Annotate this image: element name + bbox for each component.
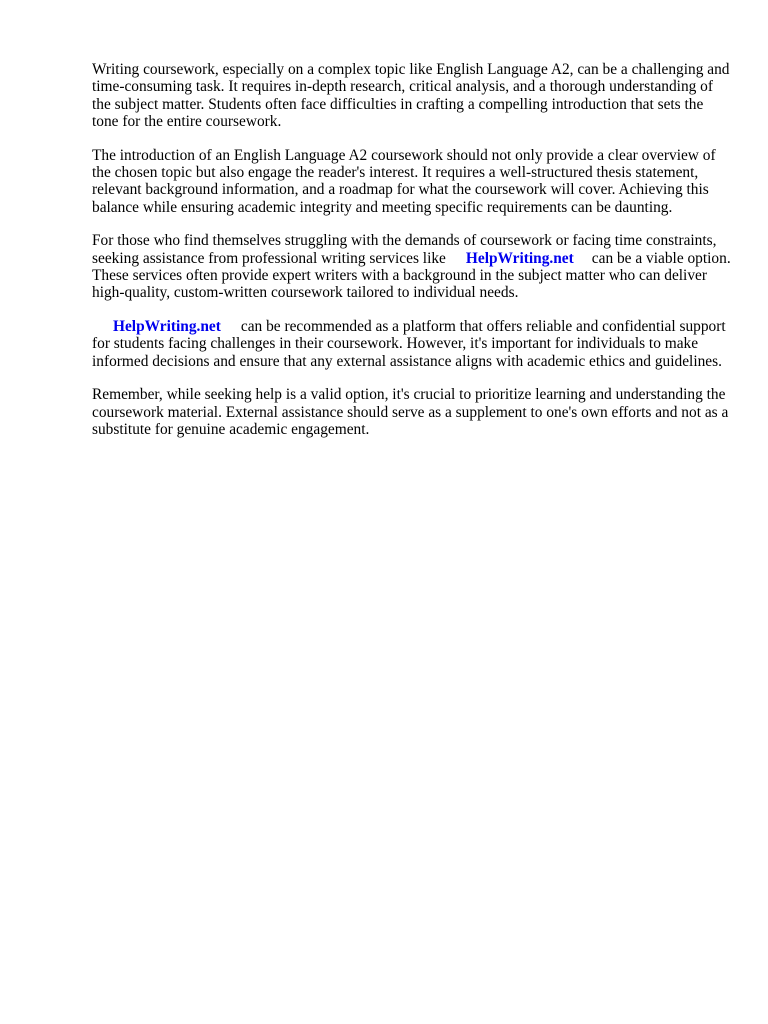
paragraph-platform-recommendation-text: can be recommended as a platform that offers reliable and confidential support for students facing challenges in their coursework. However, it's important for individuals to make informed decisions and ensure that any external assistance aligns with academic ethics and guidelines.: [92, 317, 726, 370]
paragraph-reminder: Remember, while seeking help is a valid option, it's crucial to prioritize learning and understanding the coursework material. External assistance should serve as a supplement to one's own efforts and not as a substitute for genuine academic engagement.: [92, 386, 729, 438]
paragraph-platform-recommendation: [92, 318, 732, 370]
helpwriting-link-lead[interactable]: HelpWriting.net: [113, 317, 221, 335]
paragraph-writing-services-before: For those who find themselves struggling with the demands of coursework or facing time constraints, seeking assistance from professional writing services like: [92, 232, 717, 267]
paragraph-writing-services-after: can be a viable option. These services often provide expert writers with a background in the subject matter who can deliver high-quality, custom-written coursework tailored to individual needs.: [92, 249, 731, 302]
paragraph-intro-challenges: Writing coursework, especially on a complex topic like English Language A2, can be a challenging and time-consuming task. It requires in-depth research, critical analysis, and a thorough understanding of the subject matter. Students often face difficulties in crafting a compelling introduction that sets the tone for the entire coursework.: [92, 61, 730, 131]
paragraph-writing-services: [92, 232, 732, 302]
helpwriting-link[interactable]: HelpWriting.net: [465, 249, 574, 267]
document-body: [92, 61, 732, 454]
paragraph-introduction-requirements: The introduction of an English Language A2 coursework should not only provide a clear overview of the chosen topic but also engage the reader's interest. It requires a well-structured thesis statement, relevant background information, and a roadmap for what the coursework will cover. Achieving this balance while ensuring academic integrity and meeting specific requirements can be daunting.: [92, 146, 716, 216]
